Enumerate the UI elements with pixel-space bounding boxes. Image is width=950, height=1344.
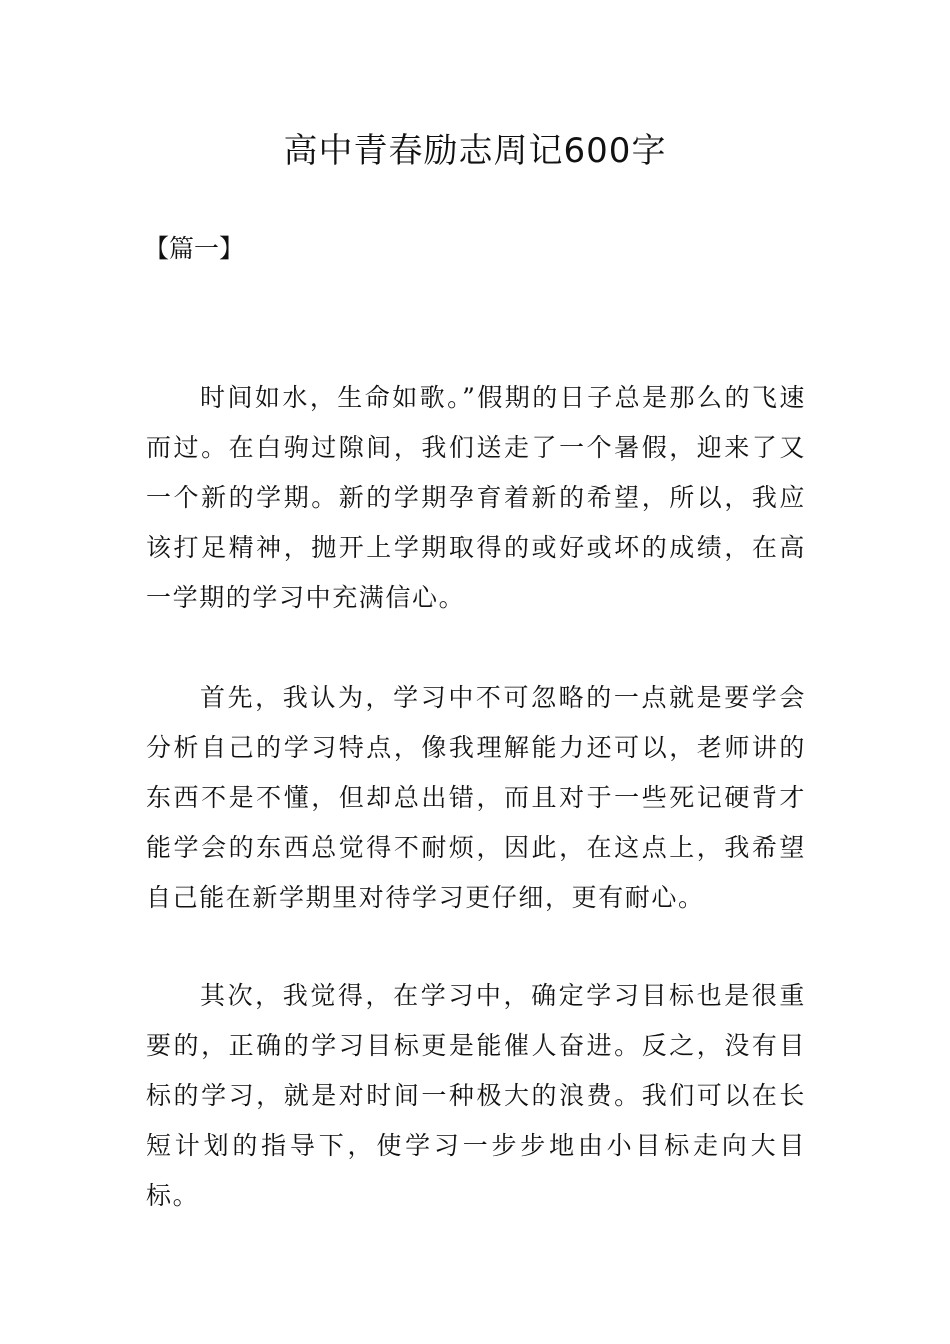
- paragraph-1: 时间如水，生命如歌。”假期的日子总是那么的飞速而过。在白驹过隙间，我们送走了一个暑假，迎来了又一个新的学期。新的学期孕育着新的希望，所以，我应该打足精神，抛开上学期取得的或好或坏的成绩，在高一学期的学习中充满信心。: [146, 383, 806, 612]
- section-label: 【篇一】: [144, 234, 245, 263]
- document-title: 高中青春励志周记600字: [283, 131, 667, 171]
- paragraph-3: 其次，我觉得，在学习中，确定学习目标也是很重要的，正确的学习目标更是能催人奋进。反之，没有目标的学习，就是对时间一种极大的浪费。我们可以在长短计划的指导下，使学习一步步地由小目标走向大目标。: [146, 981, 806, 1210]
- paragraph-2: 首先，我认为，学习中不可忽略的一点就是要学会分析自己的学习特点，像我理解能力还可以，老师讲的东西不是不懂，但却总出错，而且对于一些死记硬背才能学会的东西总觉得不耐烦，因此，在这点上，我希望自己能在新学期里对待学习更仔细，更有耐心。: [146, 683, 806, 912]
